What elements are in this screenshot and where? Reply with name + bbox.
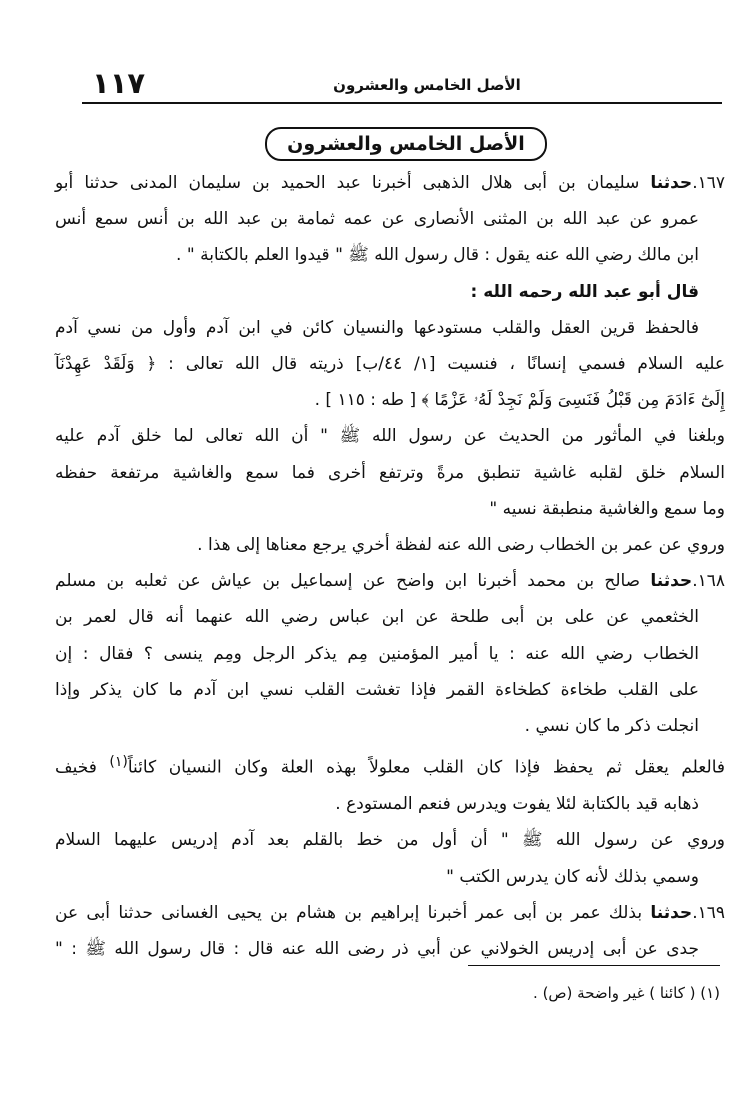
- body-text: [55, 165, 725, 967]
- text-span: سليمان بن أبى هلال الذهبى أخبرنا عبد الحميد بن سليمان المدنى حدثنا أبو: [55, 173, 651, 193]
- section-heading: قال أبو عبد الله رحمه الله :: [470, 281, 699, 302]
- hadith-number: ١٦٨.: [692, 571, 725, 592]
- text-line: وسمي بذلك لأنه كان يدرس الكتب ": [446, 866, 699, 887]
- footnote-marker: (١): [109, 754, 128, 771]
- text-line: [55, 563, 725, 599]
- text-line: وروي عن رسول الله ﷺ " أن أول من خط بالقلم بعد آدم إدريس عليهما السلام: [55, 830, 725, 851]
- text-line: [55, 744, 725, 786]
- running-title: الأصل الخامس والعشرون: [333, 76, 521, 94]
- text-line: الخثعمي عن على بن أبى طلحة عن ابن عباس رضي الله عنهما أنه قال لعمر بن: [55, 607, 699, 628]
- text-line: انجلت ذكر ما كان نسي .: [524, 716, 699, 737]
- text-line: [55, 895, 725, 931]
- text-line: ابن مالك رضي الله عنه يقول : قال رسول الله ﷺ " قيدوا العلم بالكتابة " .: [176, 245, 699, 266]
- chapter-title: الأصل الخامس والعشرون: [265, 127, 547, 161]
- text-line: الخطاب رضي الله عنه : يا أمير المؤمنين مِم يذكر الرجل ومِم ينسى ؟ فقال : إن: [55, 643, 699, 664]
- haddathana-mark: حدثنا: [650, 902, 693, 923]
- text-line: وما سمع والغاشية منطبقة نسيه ": [489, 498, 725, 519]
- haddathana-mark: حدثنا: [650, 571, 693, 592]
- text-span: بذلك عمر بن أبى عمر أخبرنا إبراهيم بن هشام بن يحيى الغسانى حدثنا أبى عن: [55, 902, 651, 923]
- text-line: على القلب طخاءة كطخاءة القمر فإذا تغشت القلب نسي ابن آدم ما كان يذكر وإذا: [55, 679, 699, 700]
- text-line: وروي عن عمر بن الخطاب رضى الله عنه لفظة أخري يرجع معناها إلى هذا .: [197, 535, 725, 556]
- text-span: صالح بن محمد أخبرنا ابن واضح عن إسماعيل بن عياش عن ثعلبه بن مسلم: [55, 571, 651, 592]
- running-header: [82, 62, 722, 104]
- footnote-divider: [468, 965, 720, 966]
- text-line: السلام خلق لقلبه غاشية تنطبق مرةً وترتفع أخرى فما سمع والغاشية مرتفعة حفظه: [55, 462, 725, 483]
- quran-line: إِلَىٰٓ ءَادَمَ مِن قَبْلُ فَنَسِىَ وَلَمْ نَجِدْ لَهُۥ عَزْمًا ﴾ [ طه : ١١٥ ] .: [314, 390, 725, 411]
- haddathana-mark: حدثنا: [650, 173, 693, 193]
- text-line: عمرو عن عبد الله بن المثنى الأنصارى عن عمه ثمامة بن عبد الله بن أنس سمع أنس: [55, 209, 699, 230]
- page-number: ١١٧: [92, 66, 146, 100]
- text-line: عليه السلام فسمي إنسانًا ، فنسيت [١/ ٤٤/ب] ذريته قال الله تعالى : ﴿ وَلَقَدْ عَهِدْنَآ: [55, 354, 725, 375]
- text-span: فخيف: [55, 757, 110, 778]
- text-line: [55, 165, 725, 201]
- text-line: فالحفظ قرين العقل والقلب مستودعها والنسيان كائن في ابن آدم وأول من نسي آدم: [55, 317, 699, 338]
- text-line: جدى عن أبى إدريس الخولاني عن أبي ذر رضى الله عنه قال : قال رسول الله ﷺ : ": [55, 938, 699, 959]
- text-span: فالعلم يعقل ثم يحفظ فإذا كان القلب معلولاً بهذه العلة وكان النسيان كائناً: [127, 757, 725, 778]
- hadith-number: ١٦٩.: [692, 902, 725, 923]
- text-line: ذهابه قيد بالكتابة لئلا يفوت ويدرس فنعم المستودع .: [335, 794, 699, 815]
- text-line: وبلغنا في المأثور من الحديث عن رسول الله ﷺ " أن الله تعالى لما خلق آدم عليه: [55, 426, 725, 447]
- hadith-number: ١٦٧.: [692, 173, 725, 193]
- footnote: (١) ( كائنا ) غير واضحة (ص) .: [533, 984, 720, 1002]
